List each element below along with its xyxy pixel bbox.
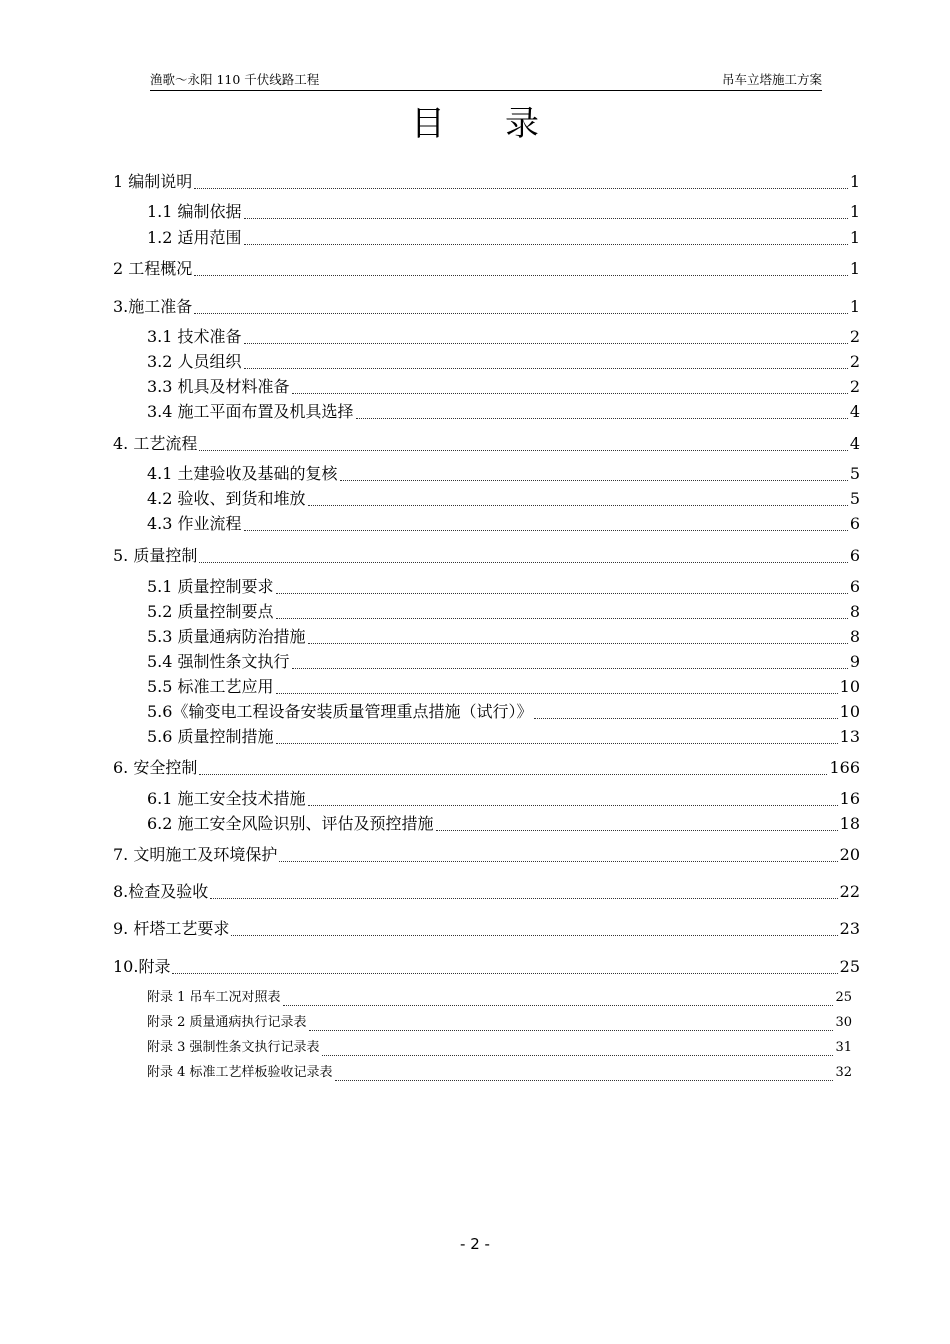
toc-entry-page: 1 [849,172,860,191]
toc-entry-page: 5 [849,464,860,483]
toc-entry-label: 4.1 土建验收及基础的复核 [147,464,338,483]
toc-entry[interactable] [147,202,860,224]
toc-entry-label: 4.2 验收、到货和堆放 [147,489,306,508]
toc-entry-page: 9 [849,652,860,671]
toc-entry-label: 5.6 质量控制措施 [147,727,274,746]
toc-entry[interactable] [147,677,860,699]
toc-dot-leader [172,972,837,974]
toc-entry[interactable] [113,259,860,281]
toc-entry-label: 4. 工艺流程 [113,434,198,453]
toc-entry-page: 20 [839,845,860,864]
header-document-name: 吊车立塔施工方案 [721,72,822,87]
toc-entry-label: 5.6《输变电工程设备安装质量管理重点措施（试行）》 [147,702,533,721]
toc-dot-leader [292,392,848,394]
toc-dot-leader [340,479,848,481]
toc-entry[interactable] [147,352,860,374]
toc-entry[interactable] [113,919,860,941]
toc-entry[interactable] [147,627,860,649]
toc-entry[interactable] [147,327,860,349]
toc-entry-label: 5.5 标准工艺应用 [147,677,274,696]
toc-entry-page: 6 [849,577,860,596]
toc-entry-label: 1.2 适用范围 [147,228,242,247]
toc-entry[interactable] [113,957,860,979]
page-number: - 2 - [460,1235,490,1253]
toc-entry-label: 1 编制说明 [113,172,193,191]
toc-dot-leader [244,217,848,219]
toc-entry-page: 1 [849,297,860,316]
toc-entry-label: 附录 1 吊车工况对照表 [147,990,281,1005]
toc-entry-page: 8 [849,627,860,646]
toc-entry-page: 2 [849,377,860,396]
toc-dot-leader [194,187,848,189]
toc-entry[interactable] [113,434,860,456]
toc-dot-leader [436,829,838,831]
toc-entry[interactable] [113,172,860,194]
toc-entry[interactable] [113,297,860,319]
toc-entry-page: 4 [849,434,860,453]
toc-entry-label: 5.3 质量通病防治措施 [147,627,306,646]
toc-dot-leader [279,860,837,862]
toc-entry[interactable] [147,514,860,536]
toc-entry[interactable] [147,1014,852,1036]
toc-entry-page: 1 [849,202,860,221]
toc-entry-page: 30 [835,1015,852,1030]
toc-entry-page: 166 [829,758,860,777]
toc-entry[interactable] [147,602,860,624]
toc-entry-page: 25 [835,990,852,1005]
toc-entry-label: 5.4 强制性条文执行 [147,652,290,671]
toc-entry-page: 32 [835,1065,852,1080]
toc-entry[interactable] [147,489,860,511]
toc-entry-label: 5.1 质量控制要求 [147,577,274,596]
toc-entry-label: 10.附录 [113,957,171,976]
toc-dot-leader [308,642,848,644]
toc-dot-leader [276,617,848,619]
toc-entry[interactable] [147,702,860,724]
toc-dot-leader [322,1054,834,1056]
toc-dot-leader [292,667,848,669]
toc-dot-leader [199,561,847,563]
toc-entry[interactable] [113,758,860,780]
toc-entry[interactable] [147,402,860,424]
toc-entry-page: 6 [849,514,860,533]
toc-entry-label: 6. 安全控制 [113,758,198,777]
toc-entry-page: 31 [835,1040,852,1055]
toc-entry-page: 2 [849,327,860,346]
toc-dot-leader [276,692,838,694]
toc-dot-leader [194,312,848,314]
toc-entry-page: 4 [849,402,860,421]
toc-entry-label: 2 工程概况 [113,259,193,278]
toc-entry-page: 2 [849,352,860,371]
toc-entry-label: 4.3 作业流程 [147,514,242,533]
toc-entry-label: 7. 文明施工及环境保护 [113,845,278,864]
toc-entry[interactable] [147,789,860,811]
toc-title: 目录 [411,104,599,144]
toc-entry[interactable] [113,845,860,867]
toc-dot-leader [276,592,848,594]
toc-entry[interactable] [147,727,860,749]
toc-dot-leader [356,417,848,419]
toc-dot-leader [335,1079,834,1081]
toc-dot-leader [231,934,837,936]
toc-entry[interactable] [147,228,860,250]
toc-dot-leader [244,529,848,531]
toc-entry-label: 5. 质量控制 [113,546,198,565]
toc-entry-page: 23 [839,919,860,938]
toc-dot-leader [199,773,827,775]
page-header [150,71,822,91]
toc-entry[interactable] [147,464,860,486]
toc-entry-page: 5 [849,489,860,508]
toc-dot-leader [244,342,848,344]
toc-entry-label: 附录 2 质量通病执行记录表 [147,1015,307,1030]
toc-entry-page: 1 [849,228,860,247]
toc-entry[interactable] [113,882,860,904]
toc-entry-page: 25 [839,957,860,976]
toc-entry-label: 附录 4 标准工艺样板验收记录表 [147,1065,333,1080]
toc-entry[interactable] [147,1064,852,1086]
toc-entry-page: 6 [849,546,860,565]
toc-entry-page: 13 [839,727,860,746]
header-project-name: 渔歌～永阳 110 千伏线路工程 [150,72,320,87]
toc-entry-label: 1.1 编制依据 [147,202,242,221]
toc-dot-leader [210,897,837,899]
toc-dot-leader [308,804,838,806]
toc-entry-page: 1 [849,259,860,278]
toc-entry[interactable] [147,1039,852,1061]
toc-entry-page: 10 [839,702,860,721]
toc-dot-leader [309,1029,834,1031]
toc-entry-page: 8 [849,602,860,621]
toc-entry-label: 3.3 机具及材料准备 [147,377,290,396]
toc-entry-label: 9. 杆塔工艺要求 [113,919,230,938]
toc-dot-leader [244,243,848,245]
toc-entry-label: 3.4 施工平面布置及机具选择 [147,402,354,421]
toc-entry-page: 16 [839,789,860,808]
toc-dot-leader [308,504,848,506]
toc-entry[interactable] [147,377,860,399]
toc-entry-label: 3.2 人员组织 [147,352,242,371]
toc-entry-page: 10 [839,677,860,696]
toc-dot-leader [244,367,848,369]
toc-entry-label: 6.2 施工安全风险识别、评估及预控措施 [147,814,434,833]
toc-entry-label: 8.检查及验收 [113,882,209,901]
toc-dot-leader [283,1004,834,1006]
toc-dot-leader [534,717,837,719]
toc-entry[interactable] [147,577,860,599]
toc-entry-label: 6.1 施工安全技术措施 [147,789,306,808]
toc-dot-leader [276,742,838,744]
toc-dot-leader [194,274,848,276]
toc-entry-label: 5.2 质量控制要点 [147,602,274,621]
toc-entry-label: 附录 3 强制性条文执行记录表 [147,1040,320,1055]
toc-entry-label: 3.1 技术准备 [147,327,242,346]
toc-entry-label: 3.施工准备 [113,297,193,316]
toc-entry[interactable] [147,989,852,1011]
toc-entry[interactable] [147,652,860,674]
toc-entry[interactable] [113,546,860,568]
toc-entry-page: 22 [839,882,860,901]
toc-entry[interactable] [147,814,860,836]
toc-entry-page: 18 [839,814,860,833]
toc-dot-leader [199,449,847,451]
